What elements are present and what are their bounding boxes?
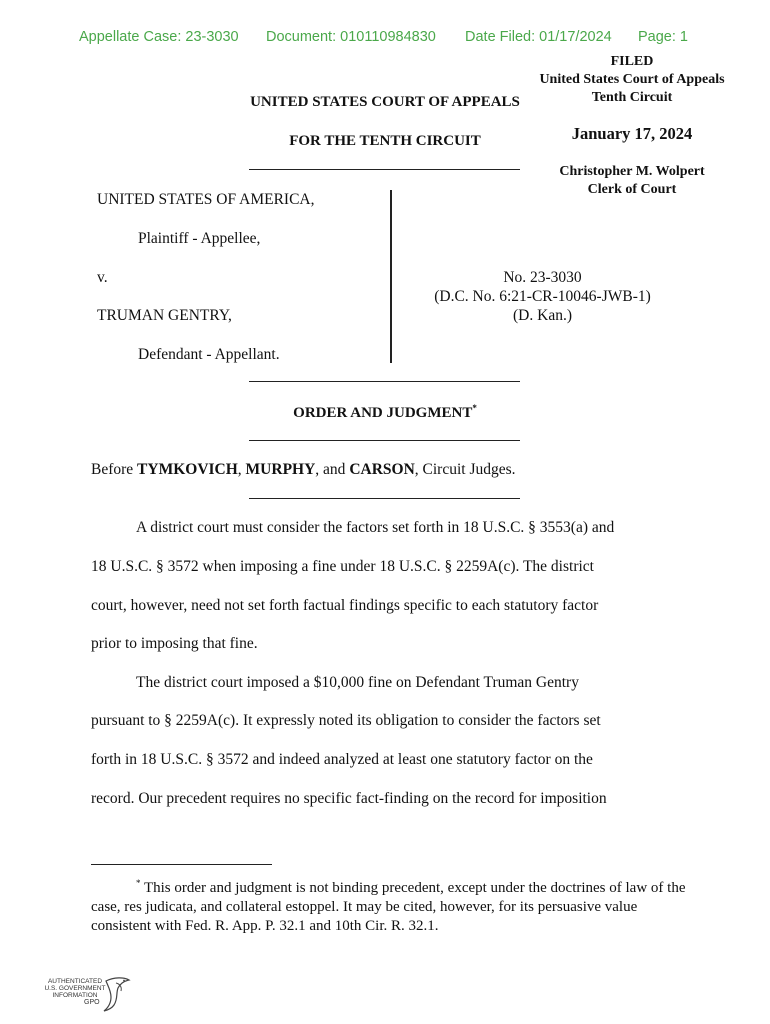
plaintiff-name: UNITED STATES OF AMERICA, <box>97 191 315 208</box>
gpo-line1: AUTHENTICATED <box>47 978 103 985</box>
clerk-block <box>522 163 742 199</box>
case-number: No. 23-3030 <box>503 269 582 286</box>
filed-stamp <box>522 53 742 107</box>
footnote <box>91 874 691 936</box>
judge-tymkovich: TYMKOVICH <box>137 461 238 478</box>
panel-suffix: , Circuit Judges. <box>414 461 516 478</box>
panel-sep: , and <box>315 461 350 478</box>
body-line: A district court must consider the factors set forth in 18 U.S.C. § 3553(a) and <box>136 519 615 536</box>
body-line: court, however, need not set forth factual findings specific to each statutory factor <box>91 597 599 614</box>
order-footnote-mark: * <box>472 403 477 413</box>
filed-court-line2: Tenth Circuit <box>591 90 673 105</box>
defendant-role: Defendant - Appellant. <box>138 346 280 363</box>
filed-date: January 17, 2024 <box>571 124 693 143</box>
district-case-number: (D.C. No. 6:21-CR-10046-JWB-1) <box>434 288 651 305</box>
divider-rule <box>249 440 520 441</box>
footnote-text: This order and judgment is not binding precedent, except under the doctrines of law of the case, res judicata, and collateral estoppel. It may be cited, however, for its persuasive value consistent with Fed. R. App. P. 32.1 and 10th Cir. R. 32.1. <box>91 880 686 934</box>
defendant-name: TRUMAN GENTRY, <box>97 307 232 324</box>
versus-label: v. <box>97 269 108 286</box>
gpo-line2: U.S. GOVERNMENT <box>44 985 106 992</box>
body-line: record. Our precedent requires no specific fact-finding on the record for imposition <box>91 790 607 807</box>
order-title <box>215 403 555 422</box>
body-line: pursuant to § 2259A(c). It expressly noted its obligation to consider the factors set <box>91 712 601 729</box>
filed-label: FILED <box>610 54 654 69</box>
header-case: Appellate Case: 23-3030 <box>79 29 239 45</box>
divider-rule <box>249 381 520 382</box>
footnote-rule <box>91 864 272 865</box>
panel-line <box>91 461 516 479</box>
body-line: The district court imposed a $10,000 fine on Defendant Truman Gentry <box>136 674 579 691</box>
body-line: forth in 18 U.S.C. § 3572 and indeed analyzed at least one statutory factor on the <box>91 751 593 768</box>
body-line: prior to imposing that fine. <box>91 635 258 652</box>
filed-court-line1: United States Court of Appeals <box>539 72 725 87</box>
court-circuit: FOR THE TENTH CIRCUIT <box>289 133 481 149</box>
district-court: (D. Kan.) <box>513 307 572 324</box>
footnote-mark: * <box>136 878 141 888</box>
caption-divider <box>390 190 392 363</box>
order-title-text: ORDER AND JUDGMENT <box>293 405 473 421</box>
court-name: UNITED STATES COURT OF APPEALS <box>250 94 520 110</box>
eagle-icon <box>102 975 132 1013</box>
panel-prefix: Before <box>91 461 138 478</box>
header-document: Document: 010110984830 <box>266 29 436 45</box>
gpo-mark: GPO <box>84 999 100 1006</box>
clerk-name: Christopher M. Wolpert <box>559 164 705 179</box>
gpo-authenticated-logo <box>44 975 134 1015</box>
clerk-title: Clerk of Court <box>587 182 677 197</box>
gpo-line3: INFORMATION <box>52 992 98 999</box>
plaintiff-role: Plaintiff - Appellee, <box>138 230 261 247</box>
judge-carson: CARSON <box>349 461 415 478</box>
divider-rule <box>249 169 520 170</box>
header-date-filed: Date Filed: 01/17/2024 <box>465 29 612 45</box>
divider-rule <box>249 498 520 499</box>
header-page: Page: 1 <box>638 29 688 45</box>
body-line: 18 U.S.C. § 3572 when imposing a fine under 18 U.S.C. § 2259A(c). The district <box>91 558 594 575</box>
panel-sep: , <box>237 461 246 478</box>
judge-murphy: MURPHY <box>245 461 316 478</box>
